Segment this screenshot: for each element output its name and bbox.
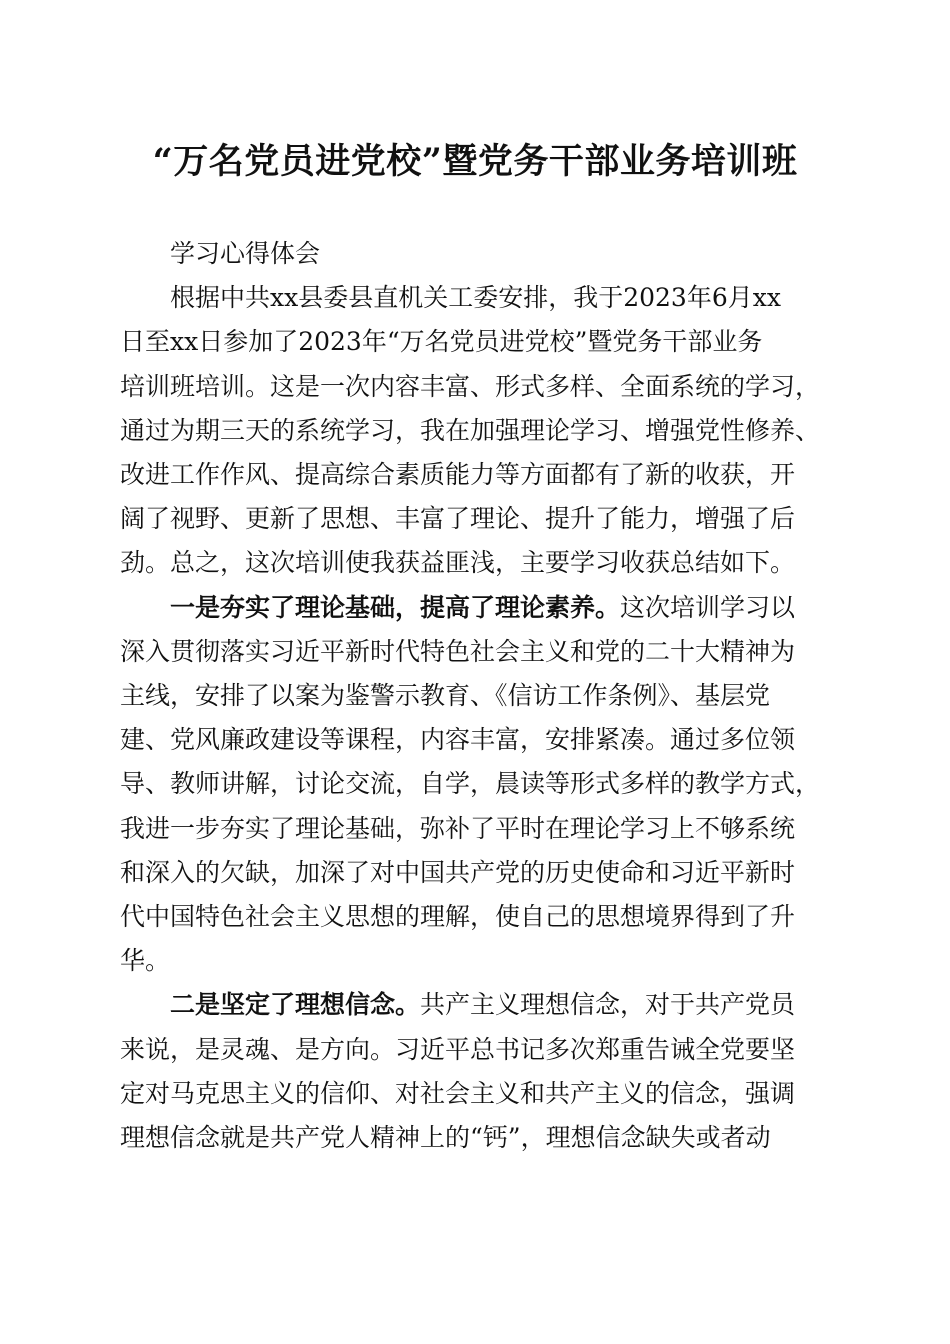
section-one-paragraph (120, 586, 832, 984)
section-two-text: 共产主义理想信念，对于共产党员 来说，是灵魂、是方向。习近平总书记多次郑重告诫全党要坚 定对马克思主义的信仰、对社会主义和共产主义的信念，强调 理想信念就是共产党人精神上的“钙”，理想信念缺失或者动 (120, 990, 796, 1153)
document-body (120, 232, 832, 1160)
document-title: “万名党员进党校”暨党务干部业务培训班 (152, 141, 798, 182)
subtitle-paragraph: 学习心得体会 (170, 239, 321, 268)
section-one-text: 这次培训学习以 深入贯彻落实习近平新时代特色社会主义和党的二十大精神为 主线，安排了以案为鉴警示教育、《信访工作条例》、基层党 建、党风廉政建设等课程，内容丰富，安排紧凑。通过多位领 导、教师讲解，讨论交流，自学，晨读等形式多样的教学方式， 我进一步夯实了理论基础，弥补了平时在理论学习上不够系统 和深入的欠缺，加深了对中国共产党的历史使命和习近平新时 代中国特色社会主义思想的理解，使自己的思想境界得到了升 华。 (120, 592, 821, 976)
section-two-paragraph (120, 983, 832, 1160)
section-two-lead: 二是坚定了理想信念。 (170, 990, 421, 1020)
section-one-lead: 一是夯实了理论基础，提高了理论素养。 (170, 592, 621, 622)
intro-paragraph: 根据中共xx县委县直机关工委安排，我于2023年6月xx 日至xx日参加了2023年“万名党员进党校”暨党务干部业务 培训班培训。这是一次内容丰富、形式多样、全面系统的学习， 通过为期三天的系统学习，我在加强理论学习、增强党性修养、 改进工作作风、提高综合素质能力等方面都有了新的收获，开 阔了视野、更新了思想、丰富了理论、提升了能力，增强了后 劲。总之，这次培训使我获益匪浅，主要学习收获总结如下。 (120, 283, 821, 578)
